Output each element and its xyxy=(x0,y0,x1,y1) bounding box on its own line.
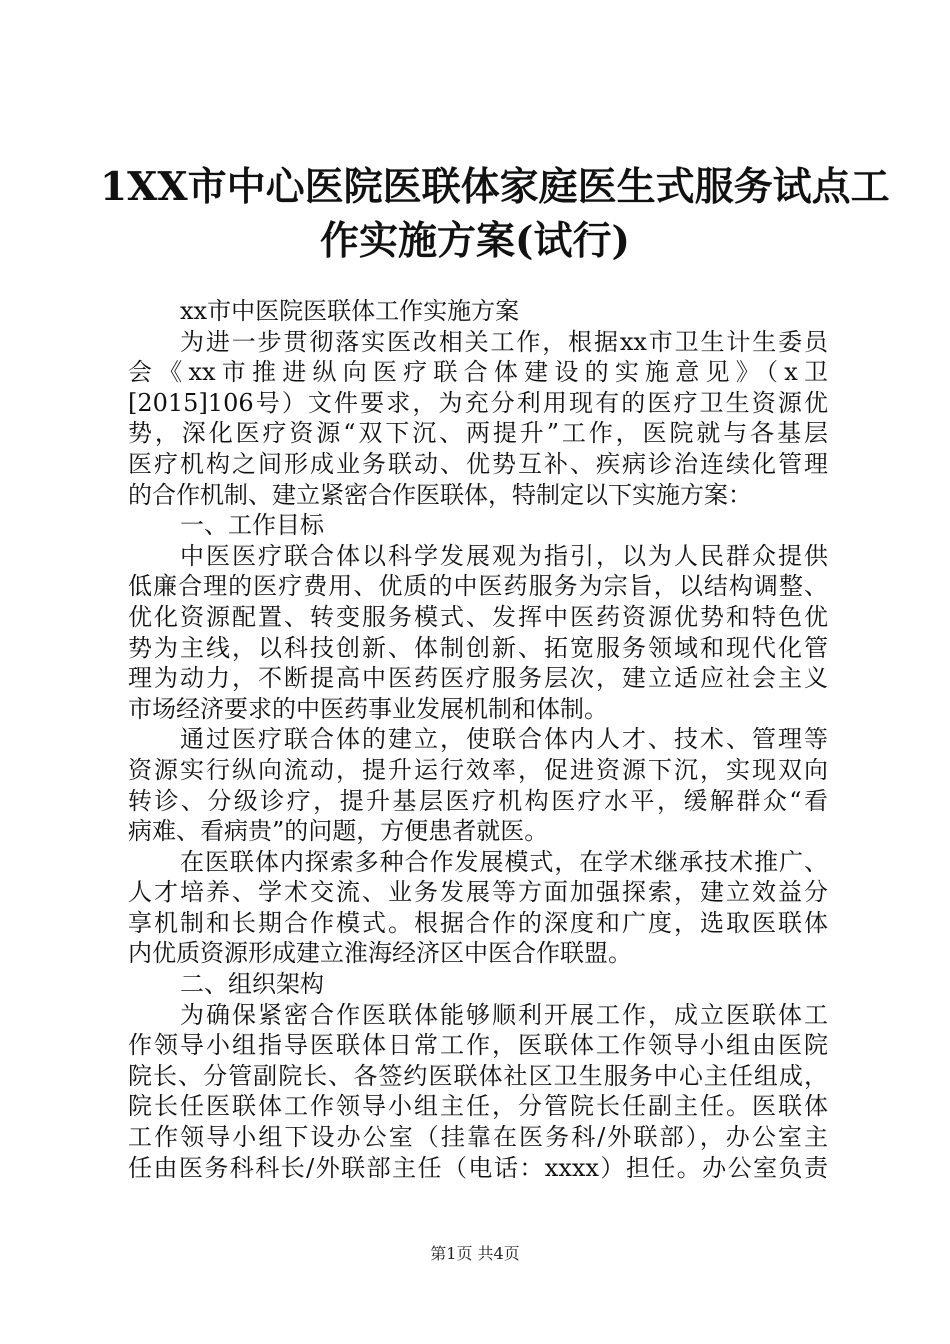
body-text-line: [2015]106号）文件要求，为充分利用现有的医疗卫生资源优 xyxy=(128,388,828,417)
body-text-line: 享机制和长期合作模式。根据合作的深度和广度，选取医联体 xyxy=(128,908,828,937)
body-text-line: 市场经济要求的中医药事业发展机制和体制。 xyxy=(128,694,608,723)
body-text-line: 中医医疗联合体以科学发展观为指引，以为人民群众提供 xyxy=(180,541,828,570)
body-text-line: 的合作机制、建立紧密合作医联体，特制定以下实施方案： xyxy=(128,480,752,509)
body-text-line: 优化资源配置、转变服务模式、发挥中医药资源优势和特色优 xyxy=(128,602,828,631)
body-text-line: 势，深化医疗资源“双下沉、两提升”工作，医院就与各基层 xyxy=(128,419,828,448)
body-text-line: 低廉合理的医疗费用、优质的中医药服务为宗旨，以结构调整、 xyxy=(128,572,828,601)
page-footer: 第1页 共4页 xyxy=(430,1244,520,1263)
body-text-line: 院长任医联体工作领导小组主任，分管院长任副主任。医联体 xyxy=(128,1092,828,1121)
body-text-line: 一、工作目标 xyxy=(180,511,324,540)
body-text-line: 内优质资源形成建立淮海经济区中医合作联盟。 xyxy=(128,939,632,968)
body-text-line: 院长、分管副院长、各签约医联体社区卫生服务中心主任组成， xyxy=(128,1061,828,1090)
body-text-line: 理为动力，不断提高中医药医疗服务层次，建立适应社会主义 xyxy=(128,664,828,693)
body-text-line: 为进一步贯彻落实医改相关工作，根据xx市卫生计生委员 xyxy=(180,327,828,356)
body-text-line: 任由医务科科长/外联部主任（电话：xxxx）担任。办公室负责 xyxy=(128,1153,828,1182)
body-text-line: 在医联体内探索多种合作发展模式，在学术继承技术推广、 xyxy=(180,847,828,876)
body-text-line: 势为主线，以科技创新、体制创新、拓宽服务领域和现代化管 xyxy=(128,633,828,662)
body-text-line: 转诊、分级诊疗，提升基层医疗机构医疗水平，缓解群众“看 xyxy=(128,786,828,815)
body-text-line: 资源实行纵向流动，提升运行效率，促进资源下沉，实现双向 xyxy=(128,755,828,784)
body-text-line: 作领导小组指导医联体日常工作，医联体工作领导小组由医院 xyxy=(128,1031,828,1060)
body-text-line: 会《xx市推进纵向医疗联合体建设的实施意见》（x卫 xyxy=(128,358,828,387)
body-text-line: 医疗机构之间形成业务联动、优势互补、疾病诊治连续化管理 xyxy=(128,449,828,478)
body-text-line: 人才培养、学术交流、业务发展等方面加强探索，建立效益分 xyxy=(128,878,828,907)
body-text-line: xx市中医院医联体工作实施方案 xyxy=(180,297,520,325)
body-text-line: 通过医疗联合体的建立，使联合体内人才、技术、管理等 xyxy=(180,725,828,754)
body-text-line: 病难、看病贵”的问题，方便患者就医。 xyxy=(128,817,549,846)
body-text-line: 工作领导小组下设办公室（挂靠在医务科/外联部），办公室主 xyxy=(128,1123,828,1152)
body-text-line: 二、组织架构 xyxy=(180,970,324,999)
document-title-line-2: 作实施方案(试行) xyxy=(320,218,630,264)
document-title-line-1: 1XX市中心医院医联体家庭医生式服务试点工 xyxy=(100,164,890,210)
body-text-line: 为确保紧密合作医联体能够顺利开展工作，成立医联体工 xyxy=(180,1000,828,1029)
document-body xyxy=(128,296,828,1183)
